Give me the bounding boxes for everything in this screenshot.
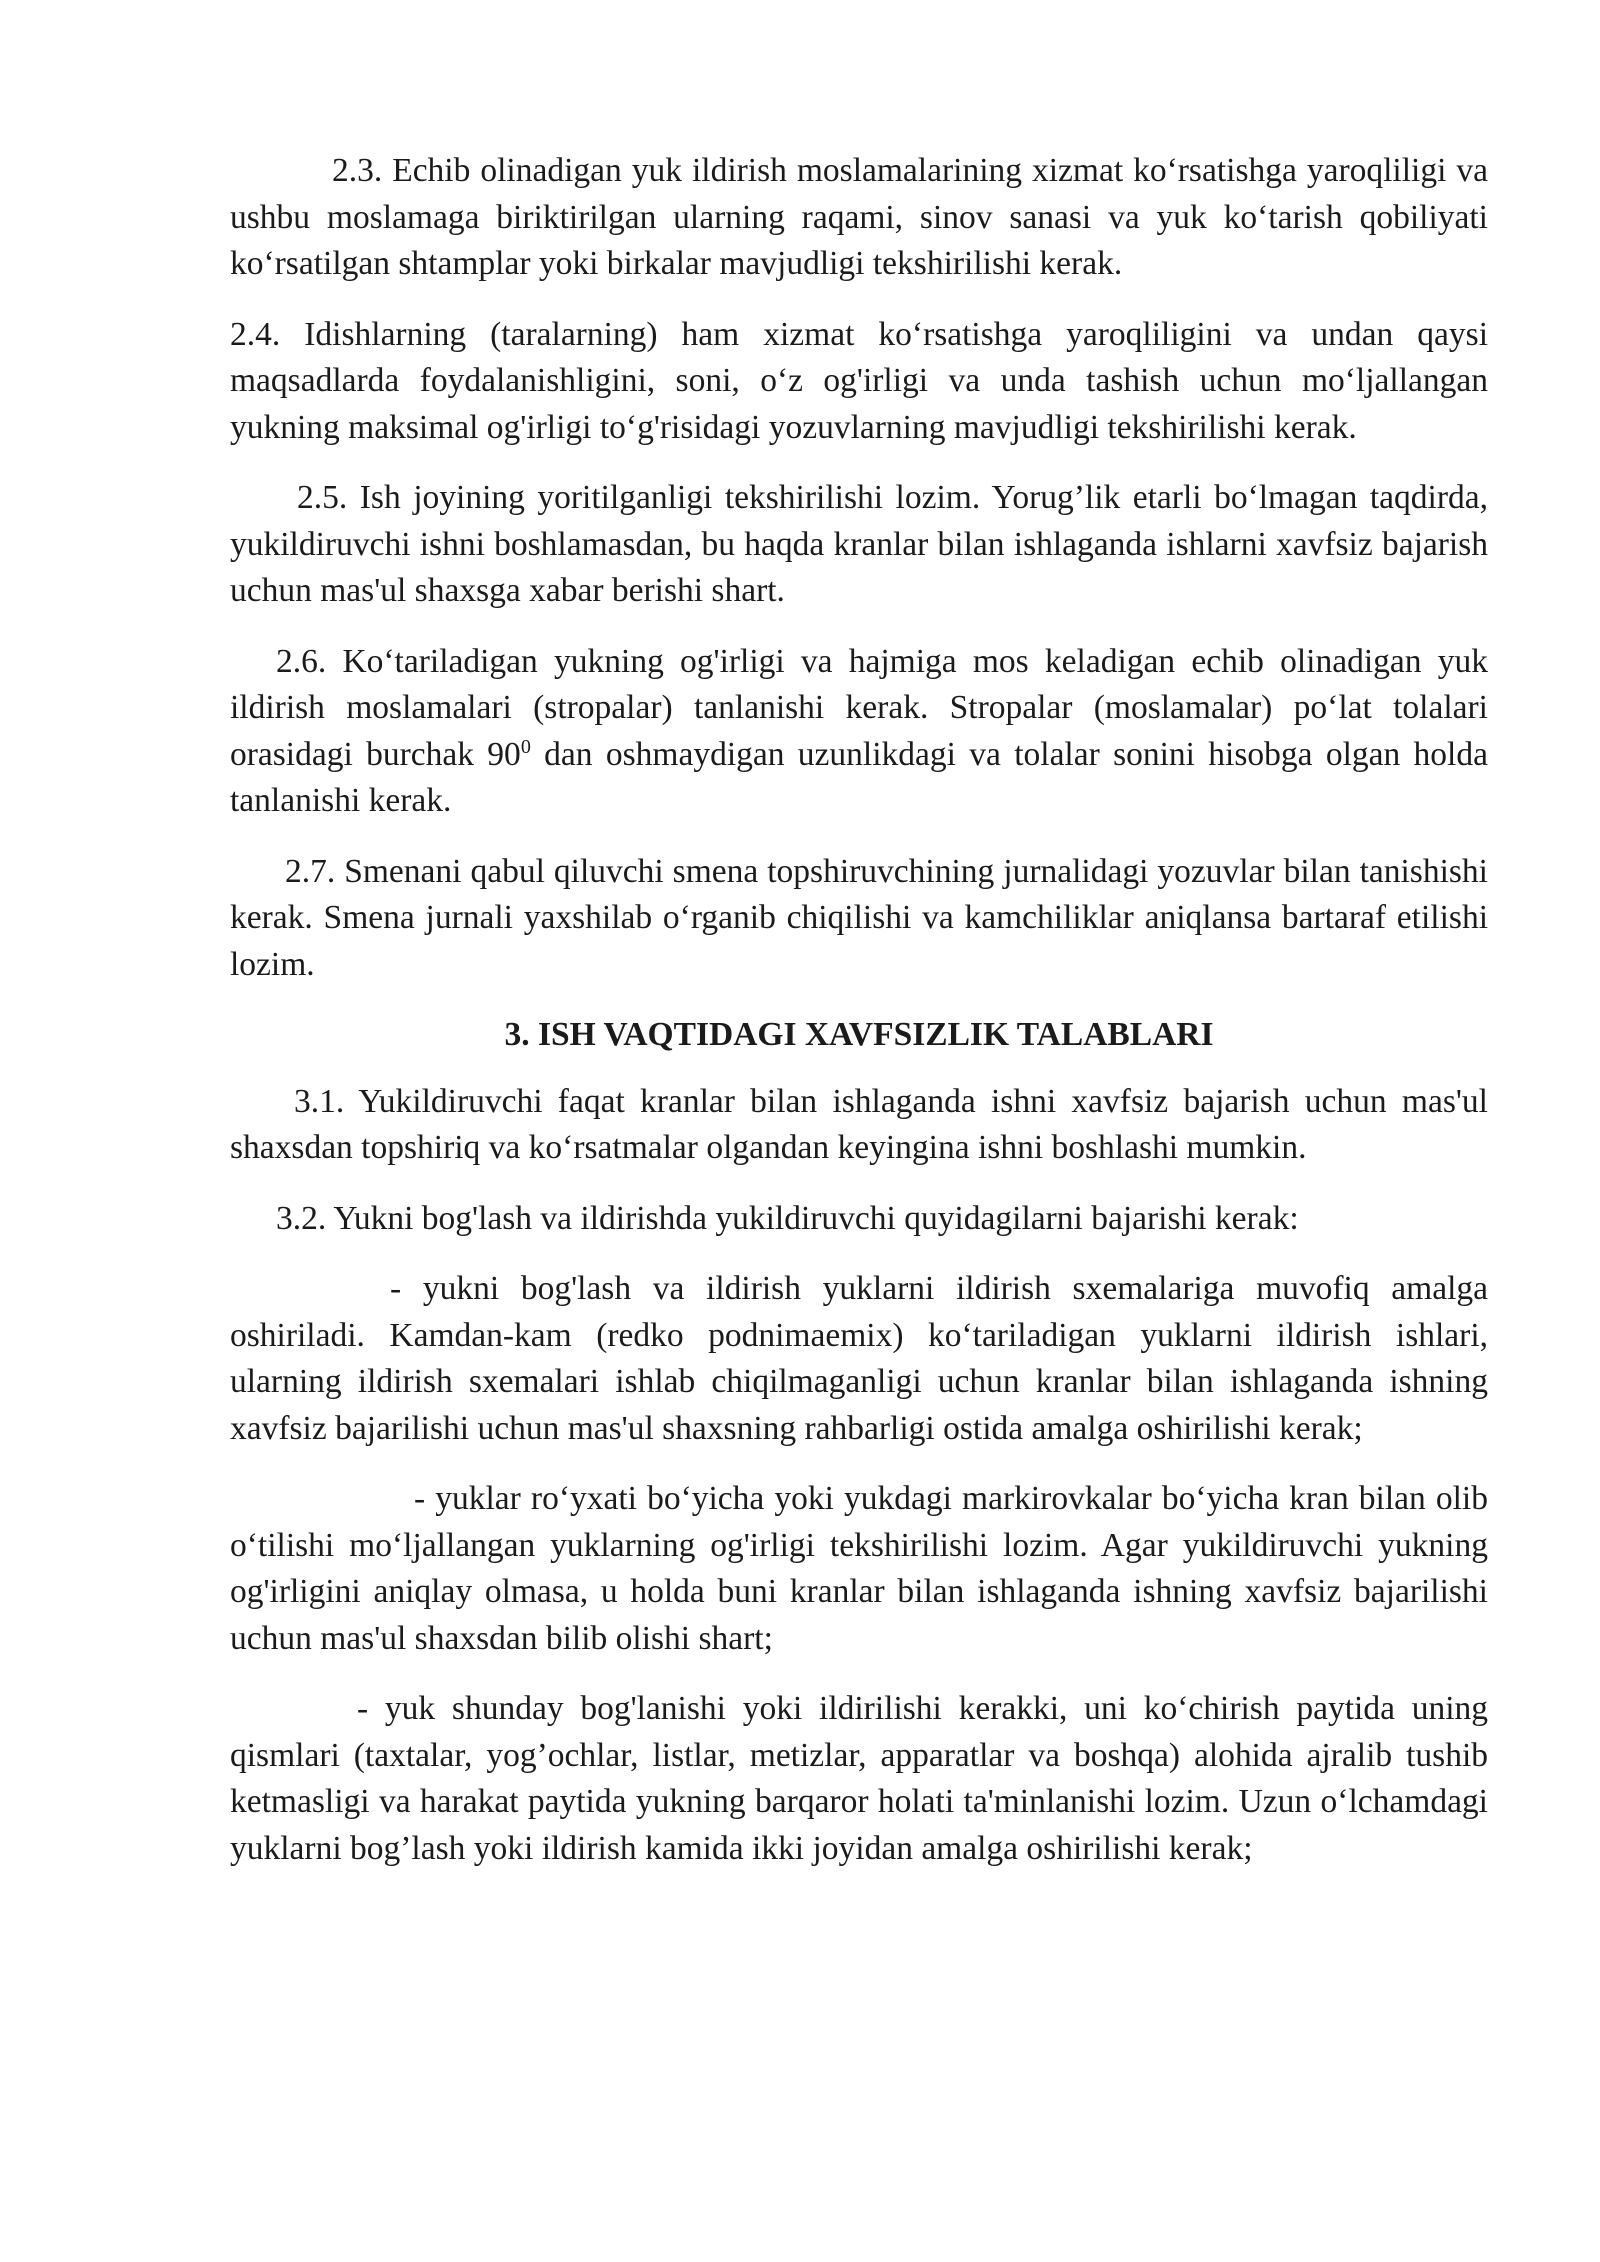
paragraph-2-6-text-b: dan oshmaydigan uzunlikdagi va tolalar sonini hisobga olgan holda tanlanishi kerak. <box>230 735 1488 819</box>
document-page <box>230 148 1488 1896</box>
list-item-2: - yuklar ro‘yxati bo‘yicha yoki yukdagi markirovkalar bo‘yicha kran bilan olib o‘tilishi mo‘ljallangan yuklarning og'irligi tekshirilishi lozim. Agar yukildiruvchi yukning og'irligini aniqlay olmasa, u holda buni kranlar bilan ishlaganda ishning xavfsiz bajarilishi uchun mas'ul shaxsdan bilib olishi shart; <box>230 1480 1488 1657</box>
paragraph-2-6 <box>230 639 1488 825</box>
paragraph-2-5: 2.5. Ish joyining yoritilganligi tekshirilishi lozim. Yorug’lik etarli bo‘lmagan taqdirda, yukildiruvchi ishni boshlamasdan, bu haqda kranlar bilan ishlaganda ishlarni xavfsiz bajarish uchun mas'ul shaxsga xabar berishi shart. <box>230 479 1488 609</box>
paragraph-2-4: 2.4. Idishlarning (taralarning) ham xizmat ko‘rsatishga yaroqliligini va undan qaysi maqsadlarda foydalanishligini, soni, o‘z og'irligi va unda tashish uchun mo‘ljallangan yukning maksimal og'irligi to‘g'risidagi yozuvlarning mavjudligi tekshirilishi kerak. <box>230 315 1488 446</box>
paragraph-3-1: 3.1. Yukildiruvchi faqat kranlar bilan ishlaganda ishni xavfsiz bajarish uchun mas'ul shaxsdan topshiriq va ko‘rsatmalar olgandan keyingina ishni boshlashi mumkin. <box>230 1082 1488 1166</box>
paragraph-2-7: 2.7. Smenani qabul qiluvchi smena topshiruvchining jurnalidagi yozuvlar bilan tanishishi kerak. Smena jurnali yaxshilab o‘rganib chiqilishi va kamchiliklar aniqlansa bartaraf etilishi lozim. <box>230 852 1488 983</box>
degree-superscript: 0 <box>520 735 531 758</box>
list-item-3: - yuk shunday bog'lanishi yoki ildirilishi kerakki, uni ko‘chirish paytida uning qismlari (taxtalar, yog’ochlar, listlar, metizlar, apparatlar va boshqa) alohida ajralib tushib ketmasligi va harakat paytida yukning barqaror holati ta'minlanishi lozim. Uzun o‘lchamdagi yuklarni bog’lash yoki ildirish kamida ikki joyidan amalga oshirilishi kerak; <box>230 1690 1488 1867</box>
paragraph-2-6-text-a: 2.6. Ko‘tariladigan yukning og'irligi va hajmiga mos keladigan echib olinadigan yuk ildirish moslamalari (stropalar) tanlanishi kerak. Stropalar (moslamalar) po‘lat tolalari orasidagi burchak 90 <box>230 642 1488 773</box>
section-3-heading: 3. ISH VAQTIDAGI XAVFSIZLIK TALABLARI <box>504 1016 1214 1053</box>
paragraph-3-2: 3.2. Yukni bog'lash va ildirishda yukildiruvchi quyidagilarni bajarishi kerak: <box>276 1199 1299 1237</box>
paragraph-2-3: 2.3. Echib olinadigan yuk ildirish moslamalarining xizmat ko‘rsatishga yaroqliligi va ushbu moslamaga biriktirilgan ularning raqami, sinov sanasi va yuk ko‘tarish qobiliyati ko‘rsatilgan shtamplar yoki birkalar mavjudligi tekshirilishi kerak. <box>230 152 1488 282</box>
list-item-1: - yukni bog'lash va ildirish yuklarni ildirish sxemalariga muvofiq amalga oshiriladi. Kamdan-kam (redko podnimaemix) ko‘tariladigan yuklarni ildirish ishlari, ularning ildirish sxemalari ishlab chiqilmaganligi uchun kranlar bilan ishlaganda ishning xavfsiz bajarilishi uchun mas'ul shaxsning rahbarligi ostida amalga oshirilishi kerak; <box>230 1270 1488 1447</box>
